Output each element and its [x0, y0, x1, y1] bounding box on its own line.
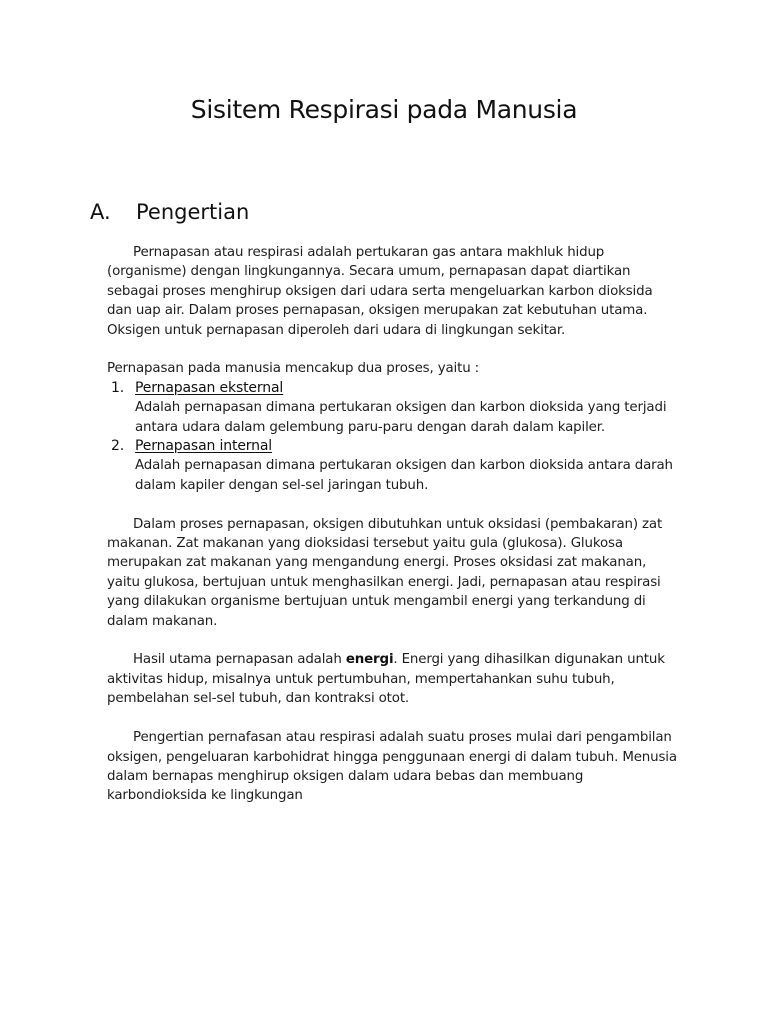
energy-text-after: . Energi yang dihasilkan digunakan untuk aktivitas hidup, misalnya untuk pertumbuhan, mempertahankan suhu tubuh, pembelahan sel-sel tubuh, dan kontraksi otot.	[107, 652, 665, 707]
process-list	[107, 379, 679, 495]
list-item-description: Adalah pernapasan dimana pertukaran oksigen dan karbon dioksida antara darah dalam kapiler dengan sel-sel jaringan tubuh.	[135, 458, 673, 493]
list-intro: Pernapasan pada manusia mencakup dua proses, yaitu :	[107, 361, 480, 377]
paragraph-gap	[107, 631, 679, 650]
page-title: Sisitem Respirasi pada Manusia	[190, 95, 578, 124]
paragraph-summary: Pengertian pernafasan atau respirasi adalah suatu proses mulai dari pengambilan oksigen, pengeluaran karbohidrat hingga penggunaan energi di dalam tubuh. Menusia dalam bernapas menghirup oksigen dalam udara bebas dan membuang karbondioksida ke lingkungan	[107, 730, 677, 804]
energy-text-before: Hasil utama pernapasan adalah	[133, 652, 346, 668]
list-item-number: 2.	[111, 438, 125, 455]
energy-keyword: energi	[345, 652, 394, 668]
document-body	[107, 243, 679, 806]
paragraph-gap	[107, 495, 679, 514]
paragraph-definition: Pernapasan atau respirasi adalah pertukaran gas antara makhluk hidup (organisme) dengan lingkungannya. Secara umum, pernapasan dapat diartikan sebagai proses menghirup oksigen dari udara serta mengeluarkan karbon dioksida dan uap air. Dalam proses pernapasan, oksigen merupakan zat kebutuhan utama. Oksigen untuk pernapasan diperoleh dari udara di lingkungan sekitar.	[107, 245, 653, 338]
list-item-title: Pernapasan eksternal	[135, 379, 284, 396]
section-heading	[90, 200, 249, 224]
paragraph-gap	[107, 709, 679, 728]
list-item-number: 1.	[111, 379, 125, 396]
section-title: Pengertian	[136, 200, 250, 224]
section-number: A.	[90, 200, 111, 224]
paragraph-gap	[107, 340, 679, 359]
list-item-external	[107, 379, 679, 437]
list-item-internal	[107, 437, 679, 495]
paragraph-energy	[107, 650, 679, 708]
list-item-title: Pernapasan internal	[135, 438, 273, 455]
paragraph-oxidation: Dalam proses pernapasan, oksigen dibutuhkan untuk oksidasi (pembakaran) zat makanan. Zat makanan yang dioksidasi tersebut yaitu gula (glukosa). Glukosa merupakan zat makanan yang mengandung energi. Proses oksidasi zat makanan, yaitu glukosa, bertujuan untuk menghasilkan energi. Jadi, pernapasan atau respirasi yang dilakukan organisme bertujuan untuk mengambil energi yang terkandung di dalam makanan.	[107, 516, 663, 629]
list-item-description: Adalah pernapasan dimana pertukaran oksigen dan karbon dioksida yang terjadi antara udara dalam gelembung paru-paru dengan darah dalam kapiler.	[135, 400, 667, 435]
